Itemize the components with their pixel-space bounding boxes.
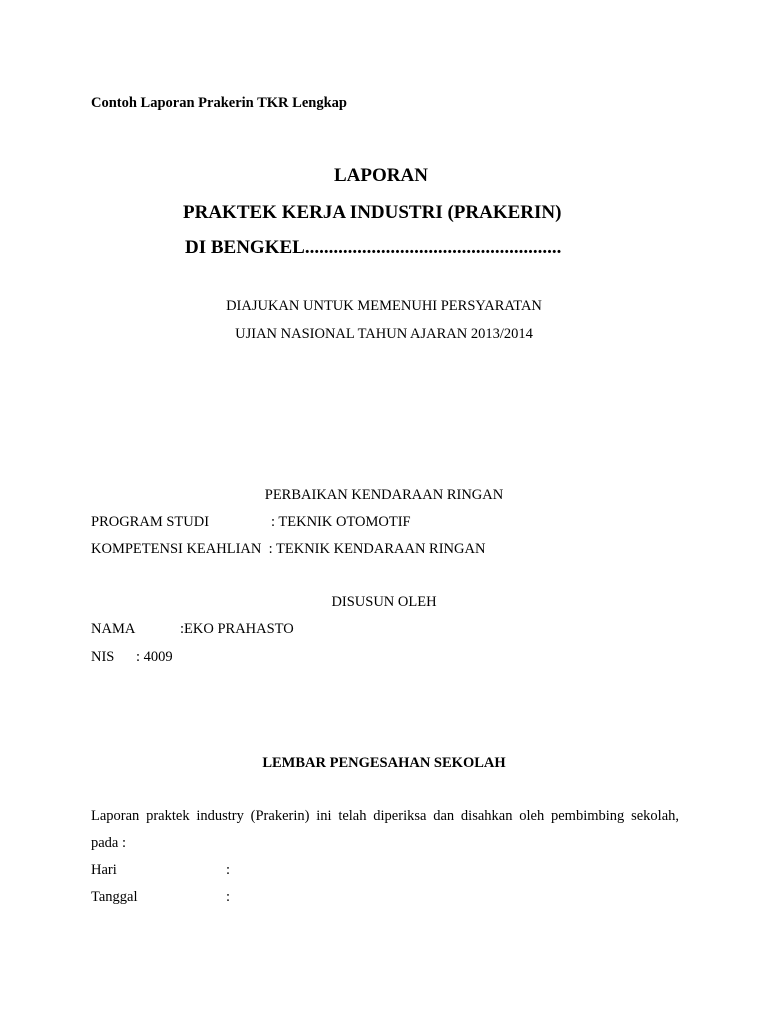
program-studi-value: : TEKNIK OTOMOTIF bbox=[271, 514, 411, 530]
approval-body-line1: Laporan praktek industry (Prakerin) ini telah diperiksa dan disahkan oleh pembimbing sekolah, bbox=[91, 808, 679, 824]
author-heading: DISUSUN OLEH bbox=[331, 594, 437, 610]
nis-label: NIS bbox=[91, 649, 115, 665]
nama-value: :EKO PRAHASTO bbox=[180, 621, 294, 637]
kompetensi-value: : TEKNIK KENDARAAN RINGAN bbox=[265, 541, 486, 557]
report-title-line3: DI BENGKEL...................................................... bbox=[185, 237, 562, 258]
hari-value: : bbox=[226, 862, 231, 878]
report-title-line2: PRAKTEK KERJA INDUSTRI (PRAKERIN) bbox=[183, 202, 562, 223]
approval-body-line2: pada : bbox=[91, 835, 127, 851]
report-title-line1: LAPORAN bbox=[334, 165, 428, 186]
subtitle-line1: DIAJUKAN UNTUK MEMENUHI PERSYARATAN bbox=[226, 298, 542, 314]
tanggal-label: Tanggal bbox=[91, 889, 138, 905]
subtitle-line2: UJIAN NASIONAL TAHUN AJARAN 2013/2014 bbox=[235, 326, 533, 342]
program-heading: PERBAIKAN KENDARAAN RINGAN bbox=[264, 487, 504, 503]
approval-heading: LEMBAR PENGESAHAN SEKOLAH bbox=[262, 755, 506, 771]
program-studi-label: PROGRAM STUDI bbox=[91, 514, 210, 530]
tanggal-value: : bbox=[226, 889, 231, 905]
nis-value: : 4009 bbox=[136, 649, 173, 665]
kompetensi-label: KOMPETENSI KEAHLIAN bbox=[91, 541, 262, 557]
hari-label: Hari bbox=[91, 862, 117, 878]
document-heading: Contoh Laporan Prakerin TKR Lengkap bbox=[91, 95, 347, 111]
nama-label: NAMA bbox=[91, 621, 136, 637]
